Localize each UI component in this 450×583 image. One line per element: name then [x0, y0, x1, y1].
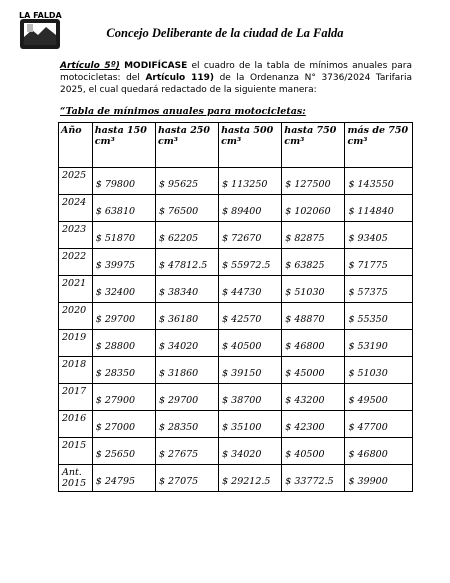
value-cell — [155, 384, 218, 411]
value-cell — [282, 330, 345, 357]
value-text: $ 27075 — [158, 476, 199, 487]
value-text: $ 51030 — [285, 287, 325, 298]
value-text: $ 47700 — [348, 422, 388, 433]
value-cell — [345, 195, 413, 222]
year-cell — [59, 222, 93, 249]
value-text: $ 55972.5 — [222, 260, 271, 271]
year-label: 2018 — [62, 359, 87, 370]
value-text: $ 76500 — [158, 206, 199, 217]
value-text: $ 43200 — [285, 395, 325, 406]
year-cell — [59, 438, 93, 465]
value-cell — [345, 384, 413, 411]
value-cell — [345, 465, 413, 492]
year-cell — [59, 195, 93, 222]
header-mas-750: más de 750 cm³ — [345, 123, 413, 168]
value-cell — [155, 357, 218, 384]
value-cell — [219, 303, 282, 330]
value-cell — [345, 276, 413, 303]
year-label: 2022 — [62, 251, 87, 262]
value-text: $ 102060 — [285, 206, 331, 217]
value-cell — [345, 438, 413, 465]
value-text: $ 79800 — [95, 179, 136, 190]
value-cell — [155, 249, 218, 276]
value-text: $ 40500 — [222, 341, 262, 352]
value-text: $ 29212.5 — [222, 476, 271, 487]
value-text: $ 25650 — [95, 449, 136, 460]
value-text: $ 62205 — [158, 233, 199, 244]
value-text: $ 34020 — [222, 449, 262, 460]
value-cell — [219, 276, 282, 303]
value-cell — [282, 465, 345, 492]
value-cell — [282, 303, 345, 330]
value-text: $ 40500 — [285, 449, 325, 460]
value-cell — [282, 411, 345, 438]
year-cell — [59, 330, 93, 357]
article-reference: Artículo 119) — [145, 73, 214, 83]
value-text: $ 24795 — [95, 476, 136, 487]
year-label: 2025 — [62, 170, 87, 181]
value-cell — [219, 357, 282, 384]
table-row — [59, 357, 413, 384]
value-cell — [92, 465, 155, 492]
value-cell — [155, 195, 218, 222]
value-cell — [282, 195, 345, 222]
year-cell — [59, 249, 93, 276]
minimums-table — [58, 122, 413, 492]
table-row — [59, 222, 413, 249]
value-text: $ 38340 — [158, 287, 199, 298]
header-hasta-500: hasta 500 cm³ — [219, 123, 282, 168]
article-paragraph — [60, 60, 412, 96]
value-cell — [155, 222, 218, 249]
value-cell — [345, 168, 413, 195]
year-cell — [59, 357, 93, 384]
value-text: $ 42300 — [285, 422, 325, 433]
value-cell — [219, 465, 282, 492]
value-text: $ 38700 — [222, 395, 262, 406]
value-text: $ 34020 — [158, 341, 199, 352]
value-text: $ 113250 — [222, 179, 268, 190]
value-cell — [155, 303, 218, 330]
value-cell — [155, 411, 218, 438]
value-cell — [92, 222, 155, 249]
value-cell — [282, 222, 345, 249]
table-header-row — [59, 123, 413, 168]
value-cell — [92, 330, 155, 357]
value-cell — [219, 168, 282, 195]
value-text: $ 63825 — [285, 260, 325, 271]
value-text: $ 36180 — [158, 314, 199, 325]
value-cell — [219, 249, 282, 276]
value-text: $ 48870 — [285, 314, 325, 325]
value-text: $ 42570 — [222, 314, 262, 325]
value-text: $ 46800 — [348, 449, 388, 460]
article-label: Artículo 5º) — [60, 61, 120, 71]
year-cell — [59, 303, 93, 330]
value-cell — [219, 411, 282, 438]
value-text: $ 51030 — [348, 368, 388, 379]
value-cell — [155, 330, 218, 357]
year-label: 2019 — [62, 332, 87, 343]
value-cell — [219, 195, 282, 222]
year-cell — [59, 384, 93, 411]
table-row — [59, 303, 413, 330]
value-cell — [92, 303, 155, 330]
value-text: $ 72670 — [222, 233, 262, 244]
year-cell — [59, 276, 93, 303]
table-row — [59, 276, 413, 303]
table-title: “Tabla de mínimos anuales para motocicletas: — [60, 106, 306, 117]
value-cell — [155, 168, 218, 195]
table-row — [59, 384, 413, 411]
value-text: $ 27900 — [95, 395, 136, 406]
value-text: $ 27675 — [158, 449, 199, 460]
value-cell — [92, 384, 155, 411]
value-cell — [345, 357, 413, 384]
value-text: $ 29700 — [158, 395, 199, 406]
value-cell — [155, 465, 218, 492]
value-text: $ 29700 — [95, 314, 136, 325]
year-label: 2024 — [62, 197, 87, 208]
value-text: $ 55350 — [348, 314, 388, 325]
value-cell — [155, 276, 218, 303]
value-text: $ 33772.5 — [285, 476, 334, 487]
value-cell — [92, 168, 155, 195]
value-cell — [345, 330, 413, 357]
value-cell — [282, 168, 345, 195]
table-row — [59, 249, 413, 276]
table-row — [59, 438, 413, 465]
value-cell — [219, 222, 282, 249]
value-text: $ 46800 — [285, 341, 325, 352]
value-text: $ 63810 — [95, 206, 136, 217]
year-label: 2017 — [62, 386, 87, 397]
header-hasta-250: hasta 250 cm³ — [155, 123, 218, 168]
article-verb: MODIFÍCASE — [124, 61, 188, 71]
value-cell — [92, 411, 155, 438]
value-cell — [155, 438, 218, 465]
value-text: $ 71775 — [348, 260, 388, 271]
header-hasta-150: hasta 150 cm³ — [92, 123, 155, 168]
year-label: 2016 — [62, 413, 87, 424]
value-cell — [345, 222, 413, 249]
value-text: $ 89400 — [222, 206, 262, 217]
value-text: $ 82875 — [285, 233, 325, 244]
value-cell — [282, 276, 345, 303]
table-row — [59, 330, 413, 357]
table-row — [59, 411, 413, 438]
value-text: $ 95625 — [158, 179, 199, 190]
value-cell — [345, 303, 413, 330]
value-cell — [282, 357, 345, 384]
paragraph-text-2: de la Ordenanza N° 3736/2024 Tarifaria 2025, el cual quedará redactado de la siguiente manera: — [60, 73, 412, 95]
value-text: $ 28350 — [158, 422, 199, 433]
value-cell — [92, 249, 155, 276]
value-cell — [92, 357, 155, 384]
table-row — [59, 465, 413, 492]
header-hasta-750: hasta 750 cm³ — [282, 123, 345, 168]
value-text: $ 45000 — [285, 368, 325, 379]
value-text: $ 27000 — [95, 422, 136, 433]
paragraph-text-1: el cuadro de la tabla de mínimos anuales para motocicletas: del — [60, 61, 412, 83]
value-cell — [219, 438, 282, 465]
value-text: $ 93405 — [348, 233, 388, 244]
value-cell — [219, 330, 282, 357]
year-label: 2021 — [62, 278, 87, 289]
year-cell — [59, 465, 93, 492]
year-label: 2023 — [62, 224, 87, 235]
value-text: $ 51870 — [95, 233, 136, 244]
value-text: $ 44730 — [222, 287, 262, 298]
value-text: $ 28800 — [95, 341, 136, 352]
year-label: Ant. 2015 — [62, 467, 87, 489]
value-text: $ 32400 — [95, 287, 136, 298]
value-text: $ 143550 — [348, 179, 394, 190]
logo-text: LA FALDA — [19, 11, 62, 20]
value-text: $ 53190 — [348, 341, 388, 352]
header-year: Año — [59, 123, 93, 168]
table-row — [59, 195, 413, 222]
value-text: $ 49500 — [348, 395, 388, 406]
value-text: $ 39900 — [348, 476, 388, 487]
value-text: $ 35100 — [222, 422, 262, 433]
value-text: $ 39150 — [222, 368, 262, 379]
year-label: 2020 — [62, 305, 87, 316]
value-cell — [345, 411, 413, 438]
value-cell — [92, 195, 155, 222]
document-title: Concejo Deliberante de la ciudad de La Falda — [106, 26, 344, 40]
year-cell — [59, 168, 93, 195]
value-cell — [282, 438, 345, 465]
value-text: $ 47812.5 — [158, 260, 208, 271]
year-label: 2015 — [62, 440, 87, 451]
value-text: $ 31860 — [158, 368, 199, 379]
value-cell — [92, 276, 155, 303]
value-cell — [282, 249, 345, 276]
value-text: $ 127500 — [285, 179, 331, 190]
value-cell — [282, 384, 345, 411]
value-cell — [92, 438, 155, 465]
value-cell — [345, 249, 413, 276]
value-text: $ 57375 — [348, 287, 388, 298]
value-text: $ 39975 — [95, 260, 136, 271]
value-text: $ 114840 — [348, 206, 394, 217]
value-text: $ 28350 — [95, 368, 136, 379]
year-cell — [59, 411, 93, 438]
value-cell — [219, 384, 282, 411]
table-row — [59, 168, 413, 195]
